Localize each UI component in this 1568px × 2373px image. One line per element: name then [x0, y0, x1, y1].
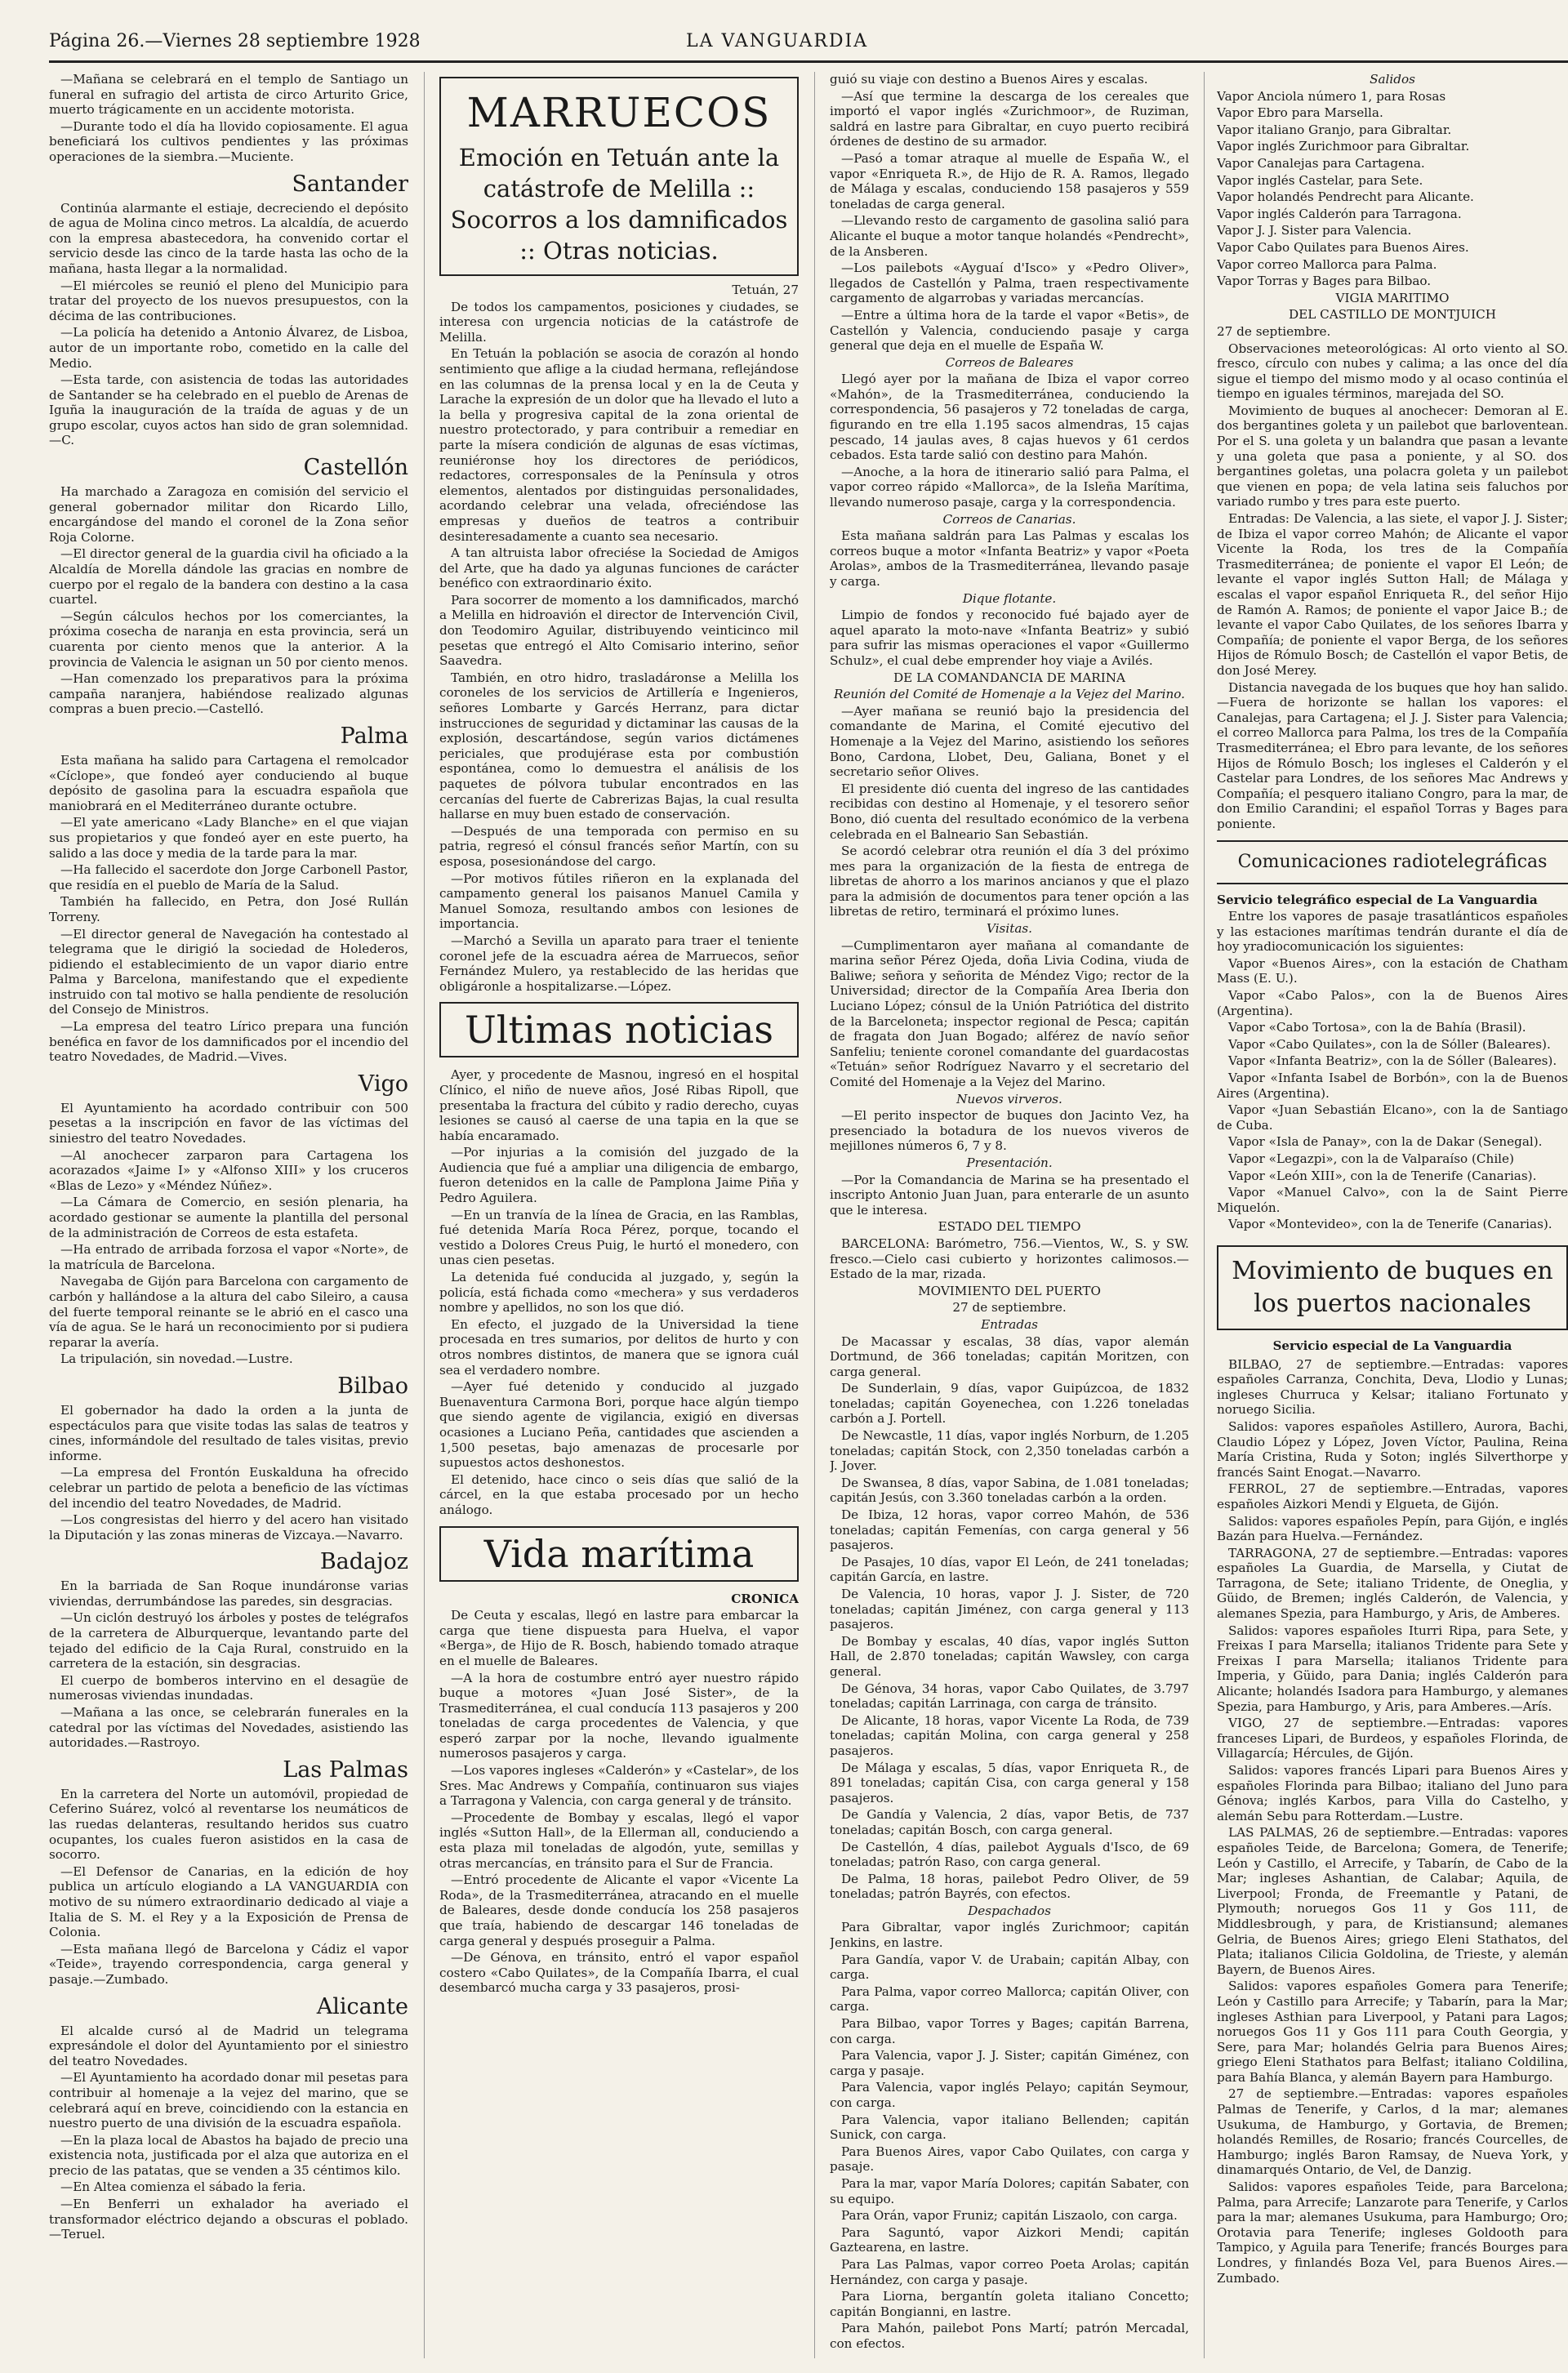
paragraph: —Entre a última hora de la tarde el vapor «Betis», de Castellón y Valencia, conduciendo pasaje y carga general que deja en el muelle de España W.	[830, 307, 1189, 354]
subheading-correos-baleares: Correos de Baleares	[945, 354, 1074, 370]
list-item: Vapor correo Mallorca para Palma.	[1217, 256, 1437, 272]
headline-ultimas-noticias: Ultimas noticias	[439, 1002, 799, 1057]
list-item: Vapor «Buenos Aires», con la estación de Chatham Mass (E. U.).	[1217, 955, 1568, 986]
list-item: De Pasajes, 10 días, vapor El León, de 241 toneladas; capitán García, en lastre.	[830, 1554, 1189, 1585]
subheading-reunion: Reunión del Comité de Homenaje a la Vejez del Marino.	[834, 687, 1185, 702]
paragraph: guió su viaje con destino a Buenos Aires y escalas.	[830, 72, 1148, 87]
paragraph: El Ayuntamiento ha acordado contribuir con 500 pesetas a la inscripción en favor de las víctimas del siniestro del teatro Novedades.	[49, 1100, 408, 1146]
paragraph: Salidos: vapores francés Lipari para Buenos Aires y españoles Florinda para Bilbao; italiano del Juno para Génova; inglés Karbos, para Villa do Castelho, y alemán Sebu para Rotterdam.—Lustre.	[1217, 1763, 1568, 1823]
paragraph: —Llevando resto de cargamento de gasolina salió para Alicante el buque a motor tanque holandés «Pendrecht», de la Ansberen.	[830, 213, 1189, 259]
paragraph: —Marchó a Sevilla un aparato para traer el teniente coronel jefe de la escuadra aérea de Marruecos, señor Fernández Mulero, ya restablecido de las heridas que obligáronle a hospitalizarse.—López.	[439, 933, 799, 994]
paragraph: —A la hora de costumbre entró ayer nuestro rápido buque a motores «Juan José Sister», de la Trasmediterránea, el cual conducía 113 pasajeros y 200 toneladas de carga procedentes de Valencia, y que esperó zarpar por la noche, llevando igualmente numerosos pasajeros y carga.	[439, 1670, 799, 1761]
paragraph: FERROL, 27 de septiembre.—Entradas, vapores españoles Aizkori Mendi y Elgueta, de Gijón.	[1217, 1481, 1568, 1512]
paragraph: —Durante todo el día ha llovido copiosamente. El agua beneficiará los cultivos pendientes y las próximas operaciones de la siembra.—Muciente.	[49, 118, 408, 164]
paragraph: —Mañana se celebrará en el templo de Santiago un funeral en sufragio del artista de circo Arturito Grice, muerto trágicamente en un accidente motorista.	[49, 72, 408, 118]
column-3	[830, 72, 1189, 2358]
list-item: Vapor inglés Calderón para Tarragona.	[1217, 206, 1462, 221]
list-item: De Swansea, 8 días, vapor Sabina, de 1.081 toneladas; capitán Jesús, con 3.360 toneladas carbón a la orden.	[830, 1475, 1189, 1506]
list-item: Vapor inglés Zurichmoor para Gibraltar.	[1217, 139, 1470, 154]
paragraph: Salidos: vapores españoles Gomera para Tenerife; León y Castillo para Arrecife; y Tabarín, para la Mar; ingleses Asthian para Liverpool, y Patani para Lagos; noruegos Gos 11 y Gos 111 para Couth Georgia, y Sere, para Mar; holandés Gelria para Buenos Aires; griego Eleni Stathatos para Belfast; italiano Coldilina, para Bahía Blanca, y alemán Bayern para Hamburgo.	[1217, 1979, 1568, 2085]
paragraph: —Ayer fué detenido y conducido al juzgado Buenaventura Carmona Bori, porque hace algún tiempo que siendo agente de vigilancia, exigió en diversas ocasiones a Luciano Peña, cantidades que ascienden a 1,500 pesetas, bajo amenazas de procesarle por supuestos actos deshonestos.	[439, 1379, 799, 1471]
list-item: De Málaga y escalas, 5 días, vapor Enriqueta R., de 891 toneladas; capitán Cisa, con carga general y 158 pasajeros.	[830, 1760, 1189, 1805]
paragraph: —El director general de Navegación ha contestado al telegrama que le dirigió la sociedad de Holederos, pidiendo el establecimiento de un vapor diario entre Palma y Barcelona, manifestando que el expediente instruido con tal motivo se halla pendiente de resolución del Consejo de Ministros.	[49, 926, 408, 1017]
subheading-correos-canarias: Correos de Canarias.	[942, 511, 1076, 527]
list-item: De Sunderlain, 9 días, vapor Guipúzcoa, de 1832 toneladas; capitán Goyenechea, con 1.226 toneladas carbón a J. Portell.	[830, 1381, 1189, 1427]
paragraph: En efecto, el juzgado de la Universidad la tiene procesada en tres sumarios, por delitos de hurto y con otros nombres distintos, de manera que se ignora cuál sea el verdadero nombre.	[439, 1316, 799, 1378]
list-item: Vapor «Infanta Isabel de Borbón», con la de Buenos Aires (Argentina).	[1217, 1071, 1568, 1101]
paragraph: —Según cálculos hechos por los comerciantes, la próxima cosecha de naranja en esta provincia, será un cuarenta por ciento menos que la anterior. A la provincia de Valencia le asignan un 50 por ciento menos.	[49, 608, 408, 670]
paragraph: El cuerpo de bomberos intervino en el desagüe de numerosas viviendas inundadas.	[49, 1672, 408, 1703]
paragraph: —De Génova, en tránsito, entró el vapor español costero «Cabo Quilates», de la Compañía Ibarra, el cual desembarcó mucha carga y 33 pasajeros, prosi-	[439, 1950, 799, 1996]
column-rule	[1204, 72, 1205, 2358]
list-item: Para Mahón, pailebot Pons Martí; patrón Mercadal, con efectos.	[830, 2321, 1189, 2351]
section-heading-las-palmas: Las Palmas	[283, 1756, 408, 1783]
divider	[1217, 840, 1568, 842]
paragraph: Salidos: vapores españoles Pepín, para Gijón, e inglés Bazán para Huelva.—Fernández.	[1217, 1513, 1568, 1544]
paragraph: TARRAGONA, 27 de septiembre.—Entradas: vapores españoles La Guardia, de Marsella, y Ciutat de Tarragona, de Sete; italiano Tridente, de Oneglia, y Güido, de Bremen; inglés Calderón, de Valencia, y alemanes Spezia, para Hamburgo, y Aris, de Amberes.	[1217, 1545, 1568, 1622]
paragraph: Limpio de fondos y reconocido fué bajado ayer de aquel aparato la moto-nave «Infanta Beatriz» y subió para sufrir las mismas operaciones el vapor «Guillermo Schulz», el cual debe emprender hoy viaje a Avilés.	[830, 608, 1189, 668]
paragraph: —Ayer mañana se reunió bajo la presidencia del comandante de Marina, el Comité ejecutivo del Homenaje a la Vejez del Marino, asistiendo los señores Bono, Cardona, Llobet, Deu, Galiana, Bonet y el secretario señor Olives.	[830, 703, 1189, 780]
column-1	[49, 72, 408, 2358]
paragraph: —El miércoles se reunió el pleno del Municipio para tratar del proyecto de los nuevos presupuestos, con la décima de las contribuciones.	[49, 278, 408, 323]
list-item: De Castellón, 4 días, pailebot Ayguals d'Isco, de 69 toneladas; patrón Raso, con carga general.	[830, 1839, 1189, 1870]
paragraph: —Después de una temporada con permiso en su patria, regresó el cónsul francés señor Martín, con su esposa, posesionándose del cargo.	[439, 823, 799, 869]
paragraph: —Entró procedente de Alicante el vapor «Vicente La Roda», de la Trasmediterránea, atracando en el muelle de Baleares, desde donde conducía los 258 pasajeros que traía, habiendo de descargar 146 toneladas de carga general y después proseguir a Palma.	[439, 1872, 799, 1948]
paragraph: —Los pailebots «Ayguaí d'Isco» y «Pedro Oliver», llegados de Castellón y Palma, traen respectivamente cargamento de algarrobas y variadas mercancías.	[830, 260, 1189, 306]
list-item: Vapor «Cabo Quilates», con la de Sóller (Baleares).	[1228, 1036, 1551, 1052]
subheading-entradas: Entradas	[981, 1316, 1038, 1332]
paragraph: —Los congresistas del hierro y del acero han visitado la Diputación y las zonas mineras de Vizcaya.—Navarro.	[49, 1512, 408, 1543]
subheading-salidos: Salidos	[1370, 72, 1415, 87]
list-item: De Valencia, 10 horas, vapor J. J. Sister, de 720 toneladas; capitán Jiménez, con carga general y 113 pasajeros.	[830, 1587, 1189, 1632]
list-item: Para Liorna, bergantín goleta italiano Concetto; capitán Bongianni, en lastre.	[830, 2289, 1189, 2319]
newspaper-page	[49, 24, 1568, 2360]
date-line: 27 de septiembre.	[952, 1300, 1067, 1316]
list-item: Para Valencia, vapor J. J. Sister; capitán Giménez, con carga y pasaje.	[830, 2048, 1189, 2078]
paragraph: Se acordó celebrar otra reunión el día 3 del próximo mes para la organización de la fiesta de entrega de libretas de ahorro a los marinos ancianos y que el plazo para la admisión de documentos para tener opción a las libretas de retiro, terminará el próximo lunes.	[830, 844, 1189, 919]
paragraph: —Pasó a tomar atraque al muelle de España W., el vapor «Enriqueta R.», de Hijo de R. A. Ramos, llegado de Málaga y escalas, conduciendo 158 pasajeros y 559 toneladas de carga general.	[830, 150, 1189, 211]
section-label-cronica: CRONICA	[731, 1591, 799, 1606]
subheadline-marruecos: Emoción en Tetuán ante la catástrofe de Melilla :: Socorros a los damnificados :: Otras noticias.	[450, 144, 788, 265]
subheading-presentacion: Presentación.	[966, 1155, 1053, 1170]
paragraph: —Un ciclón destruyó los árboles y postes de telégrafos de la carretera de Alburquerque, levantando parte del tejado del edificio de la Caja Rural, construido en la carretera de la estación, sin desgracias.	[49, 1610, 408, 1672]
subheading-visitas: Visitas.	[987, 921, 1032, 937]
paragraph: A tan altruista labor ofreciése la Sociedad de Amigos del Arte, que ha dado ya algunas funciones de carácter benéfico con extraordinario éxito.	[439, 545, 799, 591]
paragraph: De Ceuta y escalas, llegó en lastre para embarcar la carga que tiene dispuesta para Huelva, el vapor «Berga», de Hijo de R. Bosch, habiendo tomado atraque en el muelle de Baleares.	[439, 1608, 799, 1668]
section-heading-palma: Palma	[340, 723, 408, 749]
paragraph: Entradas: De Valencia, a las siete, el vapor J. J. Sister; de Ibiza el vapor correo Mahón; de Alicante el vapor Vicente la Roda, los tres de la Compañía Trasmediterránea; de poniente el vapor El León; de levante el vapor inglés Sutton Hall; de Málaga y escalas el vapor español Enriqueta R., del señor Hijo de Ramón A. Ramos; de poniente el vapor Jaice B.; de levante el vapor Cabo Quilates, de los señores Ibarra y Compañía; de poniente el vapor Berga, de los señores Hijos de Rómulo Bosch; de Castellón el vapor Betis, de don José Merey.	[1217, 511, 1568, 678]
paragraph: —En un tranvía de la línea de Gracia, en las Ramblas, fué detenida María Roca Pérez, porque, tocando el vestido a Dolores Creus Puig, le hurtó el monedero, con unas cien pesetas.	[439, 1207, 799, 1268]
subheading-vigia: VIGIA MARITIMO	[1335, 290, 1450, 305]
list-item: Para Gandía, vapor V. de Urabain; capitán Albay, con carga.	[830, 1952, 1189, 1983]
list-item: Vapor «Manuel Calvo», con la de Saint Pierre Miquelón.	[1217, 1185, 1568, 1215]
date-line: 27 de septiembre.	[1217, 323, 1331, 339]
paragraph: Esta mañana saldrán para Las Palmas y escalas los correos buque a motor «Infanta Beatriz» y vapor «Poeta Arolas», ambos de la Trasmediterránea, llevando pasaje y carga.	[830, 528, 1189, 589]
section-heading-bilbao: Bilbao	[337, 1373, 408, 1399]
list-item: Vapor J. J. Sister para Valencia.	[1217, 223, 1412, 238]
newspaper-name: LA VANGUARDIA	[686, 31, 869, 51]
subheading-dique-flotante: Dique flotante.	[962, 590, 1057, 606]
headline-vida-maritima: Vida marítima	[439, 1526, 799, 1582]
page-header	[49, 24, 1568, 63]
section-heading-alicante: Alicante	[316, 1993, 408, 2019]
paragraph: Salidos: vapores españoles Teide, para Barcelona; Palma, para Arrecife; Lanzarote para Tenerife, y Carlos para la mar; alemanes Usukuma, para Hamburgo; Oro; Orotavia para Tenerife; ingleses Goldooth para Tampico, y Aguila para Tenerife; francés Bourges para Londres, y finlandés Boza Vel, para Buenos Aires.—Zumbado.	[1217, 2179, 1568, 2286]
list-item: Para Las Palmas, vapor correo Poeta Arolas; capitán Hernández, con carga y pasaje.	[830, 2256, 1189, 2287]
paragraph: BILBAO, 27 de septiembre.—Entradas: vapores españoles Carranza, Conchita, Deva, Llodio y Lunas; ingleses Churruca y Kelsar; italiano Fortunato y noruego Sicilia.	[1217, 1356, 1568, 1418]
paragraph: BARCELONA: Barómetro, 756.—Vientos, W., S. y SW. fresco.—Cielo casi cubierto y horizontes calimosos.—Estado de la mar, rizada.	[830, 1235, 1189, 1282]
paragraph: —Anoche, a la hora de itinerario salió para Palma, el vapor correo rápido «Mallorca», de la Isleña Marítima, llevando numeroso pasaje, carga y la correspondencia.	[830, 464, 1189, 510]
paragraph: —En Altea comienza el sábado la feria.	[60, 2179, 306, 2195]
list-item: Para Saguntó, vapor Aizkori Mendi; capitán Gaztearena, en lastre.	[830, 2224, 1189, 2255]
subheading-comandancia: DE LA COMANDANCIA DE MARINA	[893, 670, 1125, 685]
service-line: Servicio especial de La Vanguardia	[1272, 1338, 1512, 1353]
column-rule	[814, 72, 815, 2358]
list-item: Vapor «Montevideo», con la de Tenerife (Canarias).	[1228, 1217, 1552, 1232]
paragraph: El presidente dió cuenta del ingreso de las cantidades recibidas con destino al Homenaje, y el tesorero señor Bono, dió cuenta del resultado económico de la verbena celebrada en el Balneario San Sebastián.	[830, 781, 1189, 842]
paragraph: Para socorrer de momento a los damnificados, marchó a Melilla en hidroavión el director de Intervención Civil, don Teodomiro Aguilar, distribuyendo veinticinco mil pesetas que entregó el Alto Comisario interino, señor Saavedra.	[439, 592, 799, 669]
list-item: Vapor holandés Pendrecht para Alicante.	[1217, 189, 1474, 205]
list-item: Para Palma, vapor correo Mallorca; capitán Oliver, con carga.	[830, 1983, 1189, 2015]
paragraph: El detenido, hace cinco o seis días que salió de la cárcel, en la que estaba procesado por un hecho análogo.	[439, 1471, 799, 1517]
headline-marruecos: MARRUECOS	[466, 89, 772, 136]
paragraph: Salidos: vapores españoles Astillero, Aurora, Bachi, Claudio López y López, Joven Víctor, Paulina, Reina María Cristina, Ruda y Soton; inglés Silverthorpe y francés Saint Enogat.—Navarro.	[1217, 1418, 1568, 1480]
list-item: De Génova, 34 horas, vapor Cabo Quilates, de 3.797 toneladas; capitán Larrinaga, con carga de tránsito.	[830, 1681, 1189, 1712]
paragraph: En Tetuán la población se asocia de corazón al hondo sentimiento que aflige a la ciudad hermana, reflejándose en las columnas de la prensa local y en la de Ceuta y Larache la expresión de un dolor que ha llevado el luto a la bella y progresiva capital de la zona oriental de nuestro protectorado, y para contribuir a remediar en parte la mísera condición de algunas de esas víctimas, reuniéronse hoy los directores de periódicos, redactores, corresponsales de la Península y otros elementos, alentados por distinguidas personalidades, acordando celebrar una velada, ofreciéndose las empresas y dueños de teatros a contribuir desinteresadamente a cuanto sea necesario.	[439, 346, 799, 544]
paragraph: —El Ayuntamiento ha acordado donar mil pesetas para contribuir al homenaje a la vejez del marino, que se celebrará aquí en breve, coincidiendo con la estancia en nuestro puerto de una división de la escuadra española.	[49, 2070, 408, 2131]
paragraph: —La Cámara de Comercio, en sesión plenaria, ha acordado gestionar se aumente la plantilla del personal de la administración de Correos de esta estafeta.	[49, 1195, 408, 1240]
service-line: Servicio telegráfico especial de La Vanguardia	[1217, 892, 1538, 907]
paragraph: —Al anochecer zarparon para Cartagena los acorazados «Jaime I» y «Alfonso XIII» y los cruceros «Blas de Lezo» y «Méndez Núñez».	[49, 1147, 408, 1193]
list-item: Vapor «Cabo Palos», con la de Buenos Aires (Argentina).	[1217, 988, 1568, 1018]
paragraph: —La policía ha detenido a Antonio Álvarez, de Lisboa, autor de un importante robo, cometido en la calle del Medio.	[49, 325, 408, 371]
paragraph: —Los vapores ingleses «Calderón» y «Castelar», de los Sres. Mac Andrews y Compañía, continuaron sus viajes a Tarragona y Valencia, con carga general y de tránsito.	[439, 1763, 799, 1809]
paragraph: —Por la Comandancia de Marina se ha presentado el inscripto Antonio Juan Juan, para enterarle de un asunto que le interesa.	[830, 1172, 1189, 1218]
section-heading-castellon: Castellón	[303, 455, 408, 481]
list-item: Vapor Canalejas para Cartagena.	[1217, 155, 1425, 171]
paragraph: —Ha entrado de arribada forzosa el vapor «Norte», de la matrícula de Barcelona.	[49, 1242, 408, 1272]
list-item: Vapor Anciola número 1, para Rosas	[1217, 88, 1446, 104]
subheading-estado-tiempo: ESTADO DEL TIEMPO	[938, 1219, 1081, 1235]
paragraph: —Por motivos fútiles riñeron en la explanada del campamento general los paisanos Manuel Camila y Manuel Somoza, resultando ambos con lesiones de importancia.	[439, 870, 799, 932]
section-heading-vigo: Vigo	[358, 1071, 408, 1097]
subheading-vigia-2: DEL CASTILLO DE MONTJUICH	[1288, 307, 1496, 323]
list-item: Para Valencia, vapor inglés Pelayo; capitán Seymour, con carga.	[830, 2080, 1189, 2110]
paragraph: Movimiento de buques al anochecer: Demoran al E. dos bergantines goleta y un pailebot que barloventean. Por el S. una goleta y un balandra que pasan a levante y una goleta que pasa a poniente, y al SO. dos bergantines goletas, una polacra goleta y un pailebot que vienen en popa; de vela latina seis faluchos por variado rumbo y tres para este puerto.	[1217, 403, 1568, 510]
list-item: Para la mar, vapor María Dolores; capitán Sabater, con su equipo.	[830, 2175, 1189, 2206]
list-item: Vapor «Juan Sebastián Elcano», con la de Santiago de Cuba.	[1217, 1102, 1568, 1133]
paragraph: Observaciones meteorológicas: Al orto viento al SO. fresco, círculo con nubes y calima; a las once del día sigue el tiempo del mismo modo y al ocaso continúa el tiempo en iguales términos, marejada del SO.	[1217, 341, 1568, 402]
paragraph: —En la plaza local de Abastos ha bajado de precio una existencia nota, justificada por el alza que autoriza en el precio de las patatas, que se venden a 35 céntimos kilo.	[49, 2132, 408, 2178]
paragraph: También, en otro hidro, trasladáronse a Melilla los coroneles de los servicios de Artillería e Ingenieros, señores Lombarte y Garcés Herranz, para dictar instrucciones de seguridad y dictaminar las causas de la explosión, descartándose, según varios dictámenes periciales, que produjérase esta por combustión espontánea, como lo demuestra el análisis de los paquetes de pólvora tubular encontrados en las cercanías del fuerte de Cabrerizas Bajas, la cual resulta hallarse en muy buen estado de conservación.	[439, 670, 799, 822]
paragraph: LAS PALMAS, 26 de septiembre.—Entradas: vapores españoles Teide, de Barcelona; Gomera, de Tenerife; León y Castillo, el Arrecife, y Tabarín, de Cabo de la Mar; ingleses Ashantian, de Calabar; Aquila, de Liverpool; Fronda, de Freemantle y Patani, de Plymouth; noruegos Gos 11 y Gos 111, de Middlesbrough, y para, de Kristiansund; alemanes Gelria, de Buenos Aires; griego Eleni Stathatos, del Plata; italianos Cilicia Goldolina, de Trieste, y alemán Bayern, de Buenos Aires.	[1217, 1825, 1568, 1977]
paragraph: Ayer, y procedente de Masnou, ingresó en el hospital Clínico, el niño de nueve años, José Ribas Ripoll, que presentaba la fractura del cúbito y radio derecho, cuyas lesiones se causó al caerse de una tapia en la que se había encaramado.	[439, 1067, 799, 1143]
column-rule	[424, 72, 425, 2358]
paragraph: —Por injurias a la comisión del juzgado de la Audiencia que fué a ampliar una diligencia de embargo, fueron detenidos en la calle de Pamplona Jaime Piña y Pedro Aguilera.	[439, 1145, 799, 1206]
paragraph: En la barriada de San Roque inundáronse varias viviendas, derrumbándose las paredes, sin desgracias.	[49, 1578, 408, 1609]
headline-movimiento-buques: Movimiento de buques en los puertos nacionales	[1217, 1245, 1568, 1330]
list-item: Vapor «León XIII», con la de Tenerife (Canarias).	[1228, 1168, 1537, 1183]
paragraph: —La empresa del Frontón Euskalduna ha ofrecido celebrar un partido de pelota a beneficio de las víctimas del incendio del teatro Novedades, de Madrid.	[49, 1465, 408, 1511]
paragraph: 27 de septiembre.—Entradas: vapores españoles Palmas de Tenerife, y Carlos, d la mar; alemanes Usukuma, de Hamburgo, y Gortavia, de Bremen; holandés Remilles, de Rosario; francés Courcelles, de Hamburgo; inglés Baron Ramsay, de Nueva York, y dinamarqués Ontario, de Vel, de Danzig.	[1217, 2086, 1568, 2178]
column-4	[1217, 72, 1568, 2358]
paragraph: Navegaba de Gijón para Barcelona con cargamento de carbón y hallándose a la altura del cabo Sileiro, a causa del fuerte temporal reinante se le abrió en el casco una vía de agua. Se le hará un reconocimiento por si pudiera reparar la avería.	[49, 1274, 408, 1350]
paragraph: Esta mañana ha salido para Cartagena el remolcador «Cíclope», que fondeó ayer conduciendo al buque depósito de gasolina para la escuadra española que maniobrará en el Mediterráneo durante octubre.	[49, 752, 408, 813]
list-item: Para Orán, vapor Fruniz; capitán Liszaolo, con carga.	[841, 2208, 1178, 2224]
section-heading-santander: Santander	[292, 171, 408, 197]
paragraph: —El yate americano «Lady Blanche» en el que viajan sus propietarios y que fondeó ayer en este puerto, ha salido a las doce y media de la tarde para la mar.	[49, 815, 408, 861]
paragraph: —Esta tarde, con asistencia de todas las autoridades de Santander se ha celebrado en el pueblo de Arenas de Iguña la inauguración de la traída de aguas y de un grupo escolar, cuyos actos han sido de gran solemnidad.—C.	[49, 372, 408, 448]
paragraph: —Han comenzado los preparativos para la próxima campaña naranjera, habiéndose realizado algunas compras a buen precio.—Castelló.	[49, 671, 408, 717]
list-item: Para Gibraltar, vapor inglés Zurichmoor; capitán Jenkins, en lastre.	[830, 1920, 1189, 1951]
paragraph: Salidos: vapores españoles Iturri Ripa, para Sete, y Freixas I para Marsella; italianos Tridente para Sete y Freixas I para Marsella; italianos Tridente para Imperia, y Güido, para Dania; inglés Calderón para Alicante; holandés Isadora para Hamburgo, y alemanes Spezia, para Hamburgo, y Aris, para Amberes.—Arís.	[1217, 1623, 1568, 1714]
paragraph: Continúa alarmante el estiaje, decreciendo el depósito de agua de Molina cinco metros. La alcaldía, de acuerdo con la empresa abastecedora, ha convenido cortar el servicio desde las cinco de la tarde hasta las ocho de la mañana, hasta llegar a la normalidad.	[49, 200, 408, 276]
paragraph: —El Defensor de Canarias, en la edición de hoy publica un artículo elogiando a LA VANGUARDIA con motivo de su número extraordinario dedicado al viaje a Italia de S. M. el Rey y a la Exposición de Prensa de Colonia.	[49, 1863, 408, 1940]
list-item: Para Bilbao, vapor Torres y Bages; capitán Barrena, con carga.	[830, 2016, 1189, 2046]
list-item: Vapor «Infanta Beatriz», con la de Sóller (Baleares).	[1228, 1053, 1557, 1069]
list-item: De Ibiza, 12 horas, vapor correo Mahón, de 536 toneladas; capitán Femenías, con carga general y 56 pasajeros.	[830, 1507, 1189, 1553]
subheading-movimiento-puerto: MOVIMIENTO DEL PUERTO	[918, 1283, 1101, 1298]
paragraph: —La empresa del teatro Lírico prepara una función benéfica en favor de los damnificados por el incendio del teatro Novedades, de Madrid.—Vives.	[49, 1019, 408, 1065]
list-item: Vapor Torras y Bages para Bilbao.	[1217, 274, 1432, 289]
subheading-nuevos-viveros: Nuevos virveros.	[956, 1091, 1062, 1106]
paragraph: —Ha fallecido el sacerdote don Jorge Carbonell Pastor, que residía en el pueblo de María de la Salud.	[49, 862, 408, 893]
dateline: Tetuán, 27	[732, 283, 799, 297]
paragraph: —Procedente de Bombay y escalas, llegó el vapor inglés «Sutton Hall», de la Ellerman all, conduciendo a esta plaza mil toneladas de algodón, yute, semillas y otras mercancías, en tránsito para el Sur de Francia.	[439, 1810, 799, 1871]
paragraph: De todos los campamentos, posiciones y ciudades, se interesa con urgencia noticias de la catástrofe de Melilla.	[439, 299, 799, 345]
paragraph: —En Benferri un exhalador ha averiado el transformador eléctrico dejando a obscuras el poblado.—Teruel.	[49, 2197, 408, 2242]
paragraph: —El director general de la guardia civil ha oficiado a la Alcaldía de Morella dándole las gracias en nombre de cuerpo por el regalo de la bandera con destino a la casa cuartel.	[49, 546, 408, 608]
list-item: Vapor «Isla de Panay», con la de Dakar (Senegal).	[1228, 1134, 1543, 1150]
paragraph: La detenida fué conducida al juzgado, y, según la policía, está fichada como «mechera» y sus verdaderos nombre y apellidos, no son los que dió.	[439, 1270, 799, 1316]
paragraph: La tripulación, sin novedad.—Lustre.	[60, 1351, 293, 1367]
list-item: Vapor «Cabo Tortosa», con la de Bahía (Brasil).	[1228, 1020, 1526, 1035]
paragraph: Llegó ayer por la mañana de Ibiza el vapor correo «Mahón», de la Trasmediterránea, conduciendo la correspondencia, 56 pasajeros y 72 toneladas de carga, figurando en tre ella 1.195 sacos almendras, 15 cajas pescado, 14 jaulas aves, 8 cajas huevos y 61 cerdos cebados. Esta tarde salió con destino para Mahón.	[830, 372, 1189, 463]
list-item: De Gandía y Valencia, 2 días, vapor Betis, de 737 toneladas; capitán Bosch, con carga general.	[830, 1807, 1189, 1837]
list-item: Para Buenos Aires, vapor Cabo Quilates, con carga y pasaje.	[830, 2144, 1189, 2175]
column-2	[439, 72, 799, 2358]
paragraph: —El perito inspector de buques don Jacinto Vez, ha presenciado la botadura de los nuevos viveros de mejillones números 6, 7 y 8.	[830, 1108, 1189, 1154]
list-item: De Palma, 18 horas, pailebot Pedro Oliver, de 59 toneladas; patrón Bayrés, con efectos.	[830, 1871, 1189, 1902]
paragraph: VIGO, 27 de septiembre.—Entradas: vapores franceses Lipari, de Burdeos, y españoles Florinda, de Villagarcía; Hércules, de Gijón.	[1217, 1716, 1568, 1761]
list-item: De Bombay y escalas, 40 días, vapor inglés Sutton Hall, de 2.870 toneladas; capitán Wawsley, con carga general.	[830, 1633, 1189, 1679]
list-item: Vapor italiano Granjo, para Gibraltar.	[1217, 122, 1452, 137]
list-item: Vapor inglés Castelar, para Sete.	[1217, 172, 1423, 188]
list-item: Vapor «Legazpi», con la de Valparaíso (Chile)	[1228, 1151, 1514, 1166]
paragraph: Ha marchado a Zaragoza en comisión del servicio el general gobernador militar don Ricardo Lillo, encargándose del mando el coronel de la Zona señor Roja Colorne.	[49, 484, 408, 545]
paragraph: También ha fallecido, en Petra, don José Rullán Torreny.	[49, 894, 408, 924]
paragraph: Distancia navegada de los buques que hoy han salido.—Fuera de horizonte se hallan los vapores: el Canalejas, para Cartagena; el J. J. Sister para Valencia; el correo Mallorca para Palma, los tres de la Compañía Trasmediterránea; el Ebro para levante, de los señores Hijos de Rómulo Bosch; los ingleses el Calderón y el Castelar para Londres, de los señores Mac Andrews y Compañía; el pesquero italiano Congro, para la mar, de don Emilio Carandini; el español Torras y Bages para poniente.	[1217, 679, 1568, 831]
paragraph: En la carretera del Norte un automóvil, propiedad de Ceferino Suárez, volcó al reventarse los neumáticos de las ruedas delanteras, resultando heridos sus cuatro ocupantes, los cuales fueron asistidos en la casa de socorro.	[49, 1786, 408, 1863]
page-number-date: Página 26.—Viernes 28 septiembre 1928	[49, 31, 421, 51]
paragraph: —Esta mañana llegó de Barcelona y Cádiz el vapor «Teide», trayendo correspondencia, carga general y pasaje.—Zumbado.	[49, 1941, 408, 1987]
list-item: Vapor Ebro para Marsella.	[1217, 105, 1383, 121]
divider	[1217, 883, 1568, 884]
headline-comunicaciones: Comunicaciones radiotelegráficas	[1237, 851, 1548, 872]
paragraph: El alcalde cursó al de Madrid un telegrama expresándole el dolor del Ayuntamiento por el siniestro del teatro Novedades.	[49, 2023, 408, 2068]
list-item: De Macassar y escalas, 38 días, vapor alemán Dortmund, de 366 toneladas; capitán Moritzen, con carga general.	[830, 1333, 1189, 1379]
subheading-despachados: Despachados	[968, 1903, 1051, 1918]
list-item: De Newcastle, 11 días, vapor inglés Norburn, de 1.205 toneladas; capitán Stock, con 2,350 toneladas carbón a J. Jover.	[830, 1428, 1189, 1474]
paragraph: —Así que termine la descarga de los cereales que importó el vapor inglés «Zurichmoor», de Ruziman, saldrá en lastre para Gibraltar, en cuyo puerto recibirá órdenes de destino de su armador.	[830, 88, 1189, 149]
paragraph: Entre los vapores de pasaje trasatlánticos españoles y las estaciones marítimas tendrán durante el día de hoy yradiocomunicación los siguientes:	[1217, 909, 1568, 955]
list-item: Vapor Cabo Quilates para Buenos Aires.	[1217, 239, 1469, 255]
paragraph: El gobernador ha dado la orden a la junta de espectáculos para que visite todas las salas de teatros y cines, informándole del resultado de tales visitas, previo informe.	[49, 1402, 408, 1463]
paragraph: —Cumplimentaron ayer mañana al comandante de marina señor Pérez Ojeda, doña Livia Codina, viuda de Baliwe; señora y señorita de Méndez Vigo; rector de la Universidad; director de la Compañía Area Iberia don Luciano López; cónsul de la Unión Patriótica del distrito de la Barceloneta; inspector regional de Pesca; capitán de fragata don Juan Bogado; alférez de navío señor Sanfeliu; teniente coronel comandante del guardacostas «Tetuán» señor Rodríguez Navarro y el secretario del Comité del Homenaje a la Vejez del Marino.	[830, 937, 1189, 1089]
list-item: De Alicante, 18 horas, vapor Vicente La Roda, de 739 toneladas; capitán Molina, con carga general y 258 pasajeros.	[830, 1712, 1189, 1758]
section-heading-badajoz: Badajoz	[319, 1549, 408, 1575]
marruecos-headline-box	[439, 77, 799, 276]
list-item: Para Valencia, vapor italiano Bellenden; capitán Sunick, con carga.	[830, 2112, 1189, 2143]
paragraph: —Mañana a las once, se celebrarán funerales en la catedral por las víctimas del Novedades, asistiendo las autoridades.—Rastroyo.	[49, 1705, 408, 1751]
